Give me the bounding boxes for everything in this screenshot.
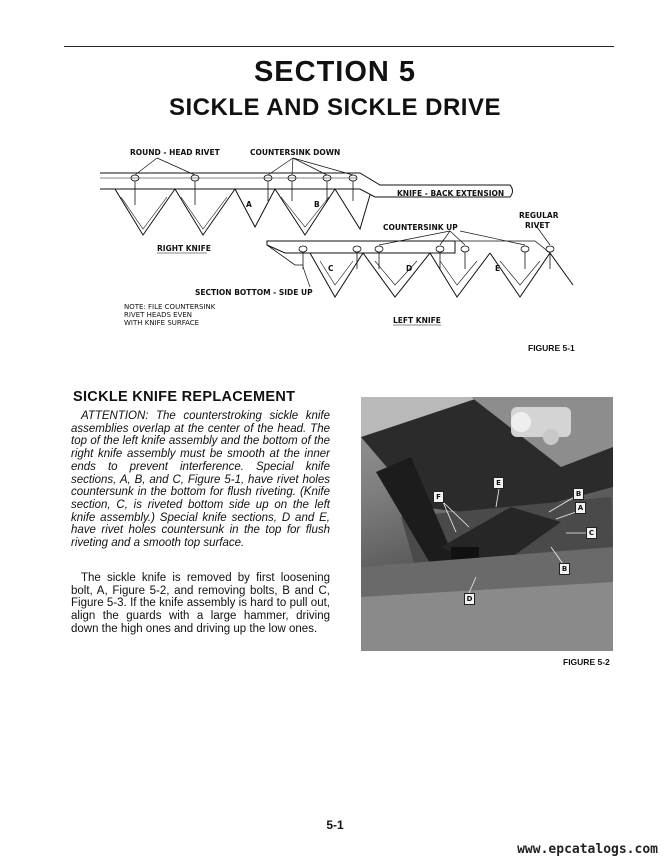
photo-tag-d: D <box>464 593 475 605</box>
note-line-1: NOTE: FILE COUNTERSINK <box>124 303 216 311</box>
label-section-e: E <box>495 264 501 273</box>
paragraph-attention: ATTENTION: The counterstroking sickle knife assemblies overlap at the center of the head. The top of the left knife assembly and the bottom of the right knife assembly must be smooth at the inner ends to prevent interference. Special knife sections, A, B, and C, Figure 5-1, have rivet holes countersunk in the bottom for flush riveting. (Knife section, C, is riveted bottom side up on the left knife assembly.) Special knife sections, D and E, have rivet holes countersunk in the top for flush riveting and a smooth top surface. <box>71 410 330 550</box>
label-rivet: RIVET <box>525 221 550 230</box>
note-line-2: RIVET HEADS EVEN <box>124 311 193 319</box>
watermark-link[interactable]: www.epcatalogs.com <box>517 842 658 857</box>
photo-illustration <box>361 397 613 651</box>
label-section-b: B <box>314 200 320 209</box>
paragraph-removal: The sickle knife is removed by first loosening bolt, A, Figure 5-2, and removing bolts, B and C, Figure 5-3. If the knife assembly is hard to pull out, align the guards with a large hammer, driving down the high ones and driving up the low ones. <box>71 572 330 635</box>
label-section-bottom-side-up: SECTION BOTTOM - SIDE UP <box>195 288 313 297</box>
figure-5-2-caption: FIGURE 5-2 <box>563 657 610 667</box>
photo-tag-e: E <box>493 477 504 489</box>
page-number: 5-1 <box>326 818 344 832</box>
label-section-a: A <box>246 200 252 209</box>
photo-tag-c: C <box>586 527 597 539</box>
label-regular: REGULAR <box>519 211 559 220</box>
section-title: SICKLE AND SICKLE DRIVE <box>169 94 501 121</box>
photo-tag-b-lower: B <box>559 563 570 575</box>
label-section-c: C <box>328 264 334 273</box>
label-round-head-rivet: ROUND - HEAD RIVET <box>130 148 220 157</box>
figure-5-2-photo <box>361 397 613 651</box>
label-countersink-down: COUNTERSINK DOWN <box>250 148 341 157</box>
section-number: SECTION 5 <box>253 56 417 88</box>
note-line-3: WITH KNIFE SURFACE <box>124 319 200 327</box>
label-right-knife: RIGHT KNIFE <box>157 244 211 253</box>
label-section-d: D <box>406 264 413 273</box>
left-knife-back-bar <box>267 241 455 253</box>
label-knife-back-extension: KNIFE - BACK EXTENSION <box>397 189 505 198</box>
figure-5-1-diagram <box>95 145 595 335</box>
top-rule <box>64 46 614 47</box>
label-left-knife: LEFT KNIFE <box>393 316 441 325</box>
photo-tag-f: F <box>433 491 444 503</box>
right-knife-sections <box>115 189 370 235</box>
photo-tag-a: A <box>575 502 586 514</box>
figure-5-1-caption: FIGURE 5-1 <box>528 343 575 353</box>
left-knife-sections <box>310 253 573 297</box>
heading-sickle-knife-replacement: SICKLE KNIFE REPLACEMENT <box>73 389 296 405</box>
photo-tag-b-upper: B <box>573 488 584 500</box>
label-countersink-up: COUNTERSINK UP <box>383 223 458 232</box>
